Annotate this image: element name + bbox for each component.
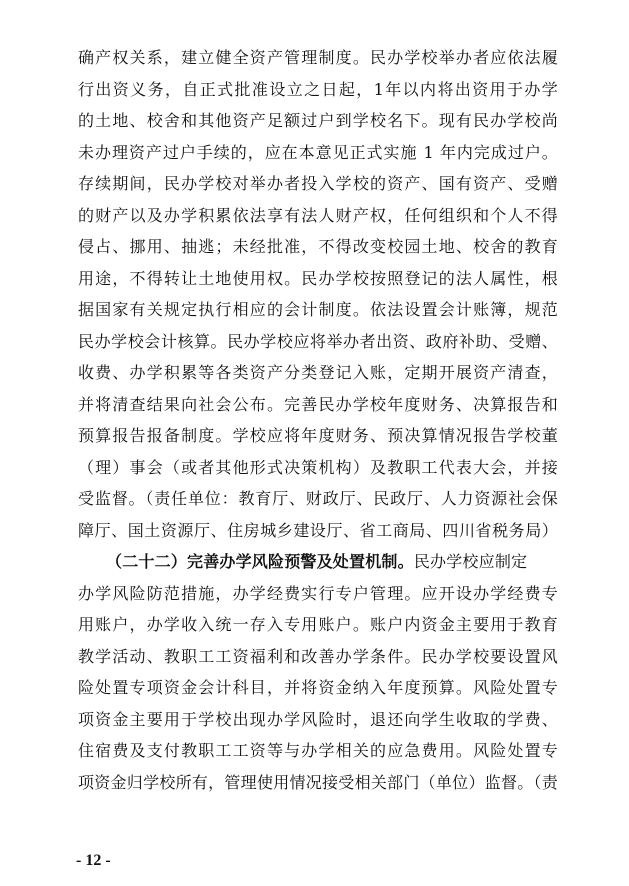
paragraph-line: 收费、办学积累等各类资产分类登记入账，定期开展资产清查， [78, 363, 558, 382]
paragraph-line: 并将清查结果向社会公布。完善民办学校年度财务、决算报告和 [78, 394, 558, 414]
paragraph-line: 险处置专项资金会计科目，并将资金纳入年度预算。风险处置专 [78, 678, 558, 697]
paragraph-line: 障厅、国土资源厅、住房城乡建设厅、省工商局、四川省税务局） [78, 520, 558, 540]
paragraph-line: 的财产以及办学积累依法享有法人财产权，任何组织和个人不得 [78, 205, 558, 225]
paragraph-line: 住宿费及支付教职工工资等与办学相关的应急费用。风险处置专 [78, 741, 558, 760]
paragraph-line: 侵占、挪用、抽逃；未经批准，不得改变校园土地、校舍的教育 [78, 237, 558, 256]
body-text [78, 42, 558, 798]
paragraph-line: 项资金归学校所有，管理使用情况接受相关部门（单位）监督。（责 [78, 772, 558, 792]
paragraph-line: 用账户，办学收入统一存入专用账户。账户内资金主要用于教育 [78, 615, 558, 634]
section-heading: （二十二）完善办学风险预警及处置机制。 [106, 552, 414, 571]
paragraph-line: 教学活动、教职工工资福利和改善办学条件。民办学校要设置风 [78, 646, 558, 666]
paragraph-line: 预算报告报备制度。学校应将年度财务、预决算情况报告学校董 [78, 426, 558, 445]
paragraph-line: 确产权关系，建立健全资产管理制度。民办学校举办者应依法履 [78, 48, 558, 67]
paragraph-line: 受监督。（责任单位：教育厅、财政厅、民政厅、人力资源社会保 [78, 489, 558, 508]
paragraph-line: 据国家有关规定执行相应的会计制度。依法设置会计账簿，规范 [78, 300, 558, 319]
section-first-line [78, 546, 558, 578]
paragraph-line: 存续期间，民办学校对举办者投入学校的资产、国有资产、受赠 [78, 174, 558, 193]
paragraph-line: 项资金主要用于学校出现办学风险时，退还向学生收取的学费、 [78, 709, 558, 729]
paragraph-line: 办学风险防范措施，办学经费实行专户管理。应开设办学经费专 [78, 583, 558, 603]
paragraph-line: 行出资义务，自正式批准设立之日起，1年以内将出资用于办学 [78, 79, 558, 99]
paragraph-line: 的土地、校舍和其他资产足额过户到学校名下。现有民办学校尚 [78, 111, 558, 130]
section-first-line-rest: 民办学校应制定 [413, 552, 528, 571]
page-number: - 12 - [76, 852, 111, 869]
paragraph-line: 民办学校会计核算。民办学校应将举办者出资、政府补助、受赠、 [78, 331, 558, 351]
paragraph-line: 用途，不得转让土地使用权。民办学校按照登记的法人属性，根 [78, 268, 558, 288]
paragraph-line: 未办理资产过户手续的，应在本意见正式实施 1 年内完成过户。 [78, 142, 558, 162]
paragraph-line: （理）事会（或者其他形式决策机构）及教职工代表大会，并接 [78, 457, 558, 477]
